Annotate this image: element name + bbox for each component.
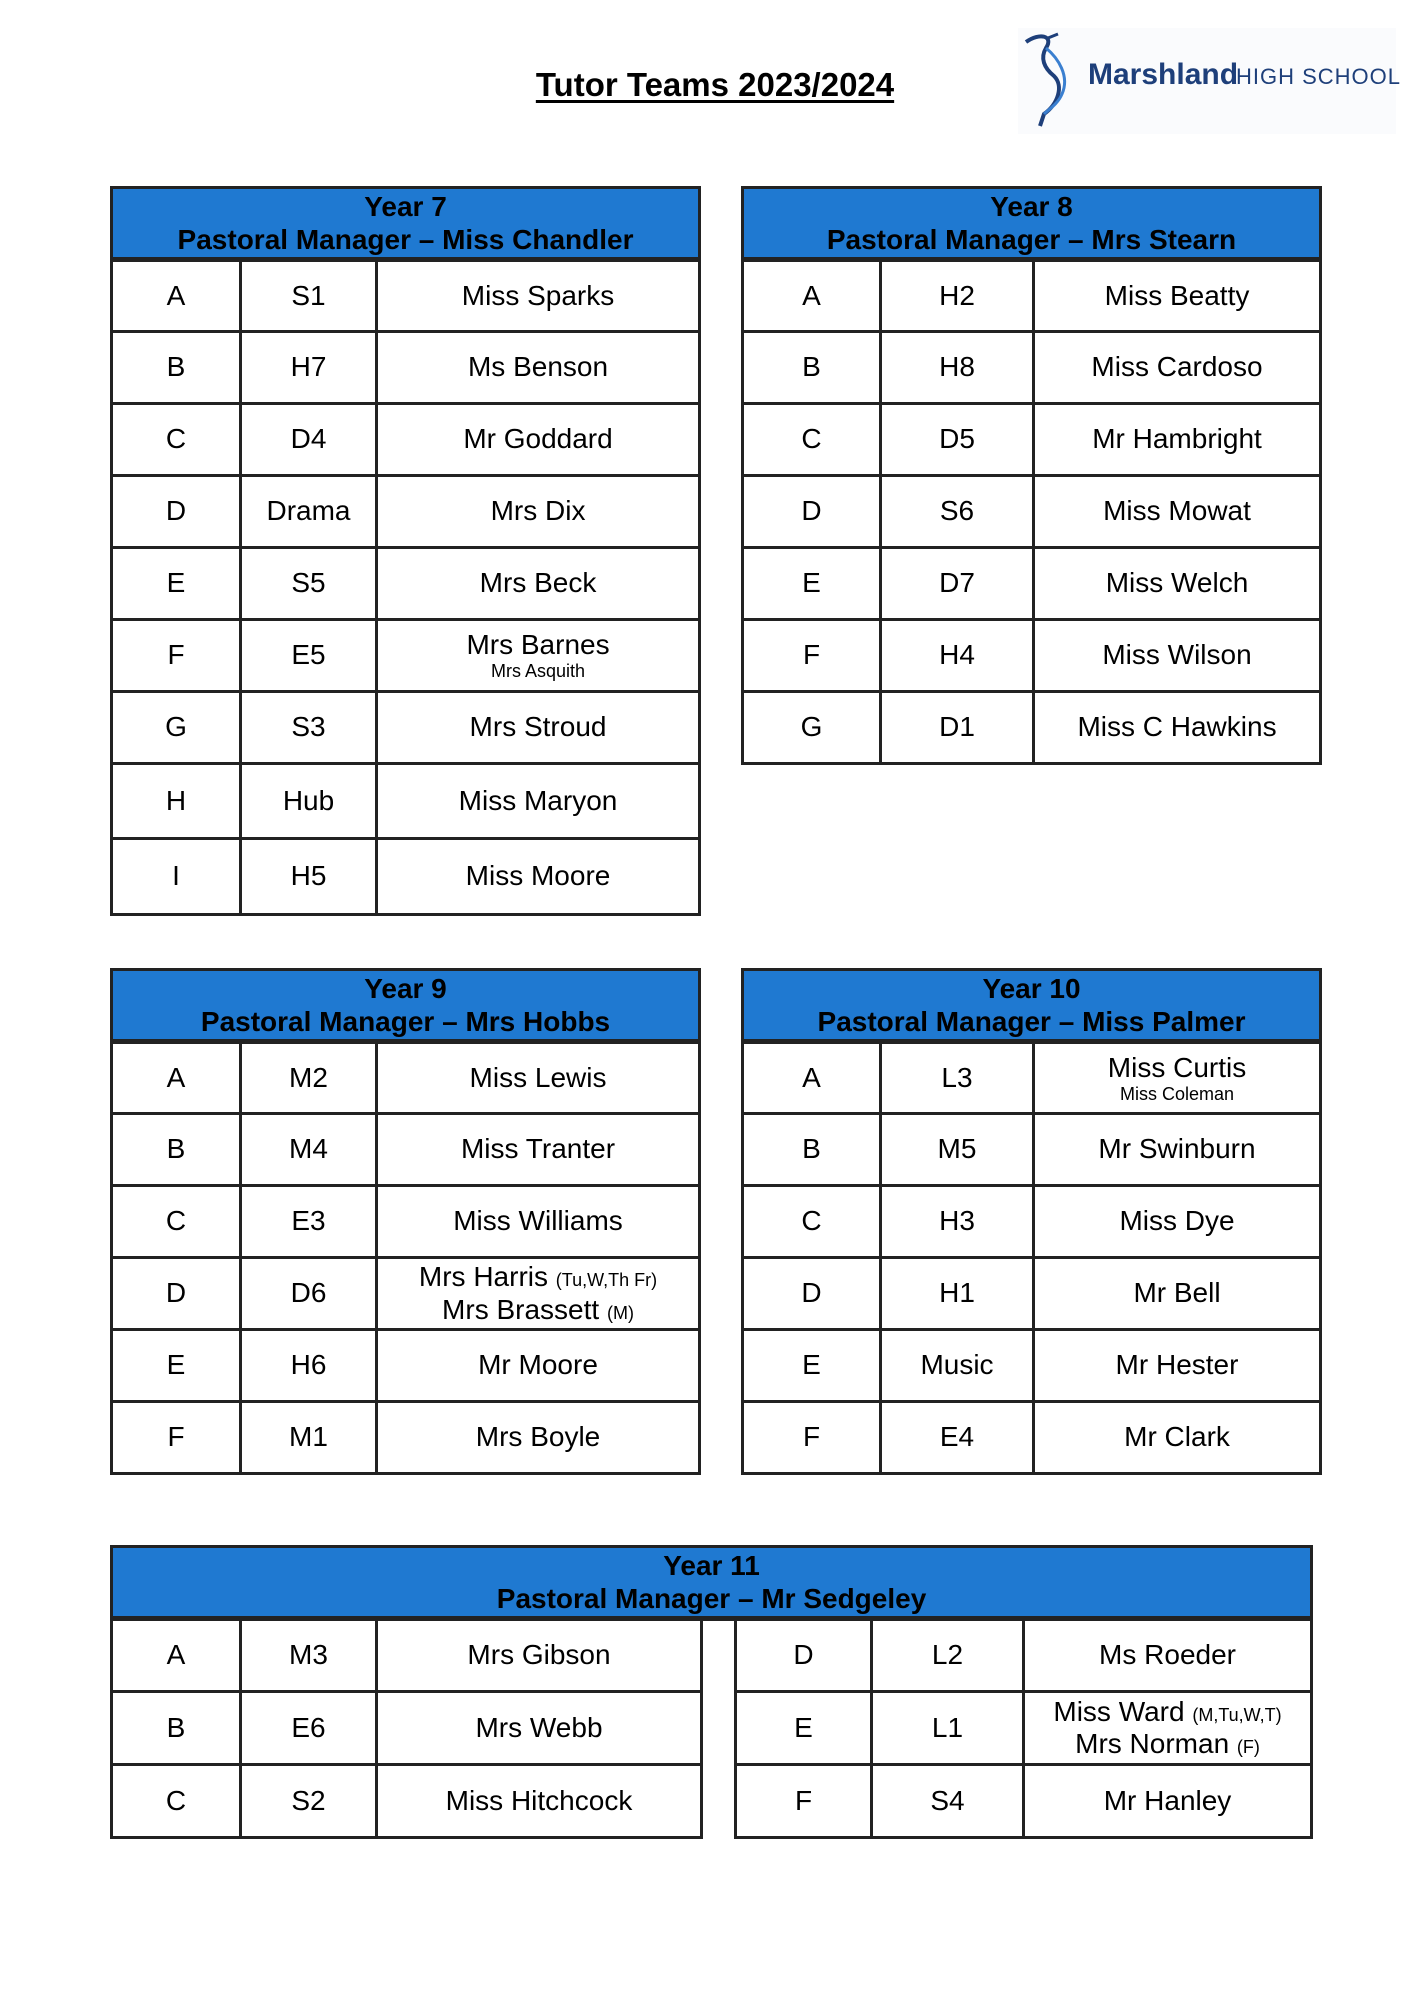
room-cell: D5 <box>881 404 1034 476</box>
year10-manager: Pastoral Manager – Miss Palmer <box>817 1006 1246 1037</box>
form-cell: C <box>112 1765 241 1838</box>
table-row <box>743 1042 1321 1114</box>
room-cell: S1 <box>241 260 377 332</box>
room-cell: L1 <box>872 1692 1024 1765</box>
logo-name: Marshland <box>1088 58 1239 91</box>
year8-title: Year 8 <box>990 191 1073 222</box>
year11-manager: Pastoral Manager – Mr Sedgeley <box>496 1583 927 1614</box>
table-row <box>743 332 1321 404</box>
room-cell: M4 <box>241 1114 377 1186</box>
table-row <box>112 476 700 548</box>
form-cell: H <box>112 764 241 839</box>
room-cell: L2 <box>872 1619 1024 1692</box>
form-cell: B <box>112 1692 241 1765</box>
room-cell: H1 <box>881 1258 1034 1330</box>
tutor-cell: Mr Goddard <box>377 404 700 476</box>
room-cell: Music <box>881 1330 1034 1402</box>
form-cell: F <box>112 1402 241 1474</box>
room-cell: H2 <box>881 260 1034 332</box>
year8-manager: Pastoral Manager – Mrs Stearn <box>826 224 1237 255</box>
table-row <box>112 692 700 764</box>
table-row <box>112 1765 1312 1838</box>
tutor-cell: Miss Mowat <box>1034 476 1321 548</box>
tutor-cell: Mrs Beck <box>377 548 700 620</box>
year9-manager: Pastoral Manager – Mrs Hobbs <box>200 1006 611 1037</box>
tutor-cell: Mr Hanley <box>1024 1765 1312 1838</box>
form-cell: D <box>736 1619 872 1692</box>
tutor-cell: Miss Beatty <box>1034 260 1321 332</box>
year9-header <box>112 970 700 1042</box>
tutor-cell: Miss C Hawkins <box>1034 692 1321 764</box>
year10-title: Year 10 <box>982 973 1081 1004</box>
year7-table <box>110 186 701 916</box>
room-cell: H4 <box>881 620 1034 692</box>
table-row <box>112 1619 1312 1692</box>
tutor-days-note: (M,Tu,W,T) <box>1192 1704 1282 1725</box>
form-cell: A <box>112 260 241 332</box>
room-cell: S6 <box>881 476 1034 548</box>
form-cell: D <box>112 1258 241 1330</box>
form-cell: E <box>112 1330 241 1402</box>
table-row <box>112 1042 700 1114</box>
form-cell: E <box>743 1330 881 1402</box>
tutor-cell: Mrs Boyle <box>377 1402 700 1474</box>
form-cell: E <box>112 548 241 620</box>
year10-table <box>741 968 1322 1475</box>
form-cell: E <box>743 548 881 620</box>
tutor-days-note: (F) <box>1236 1737 1260 1757</box>
form-cell: F <box>112 620 241 692</box>
form-cell: A <box>743 260 881 332</box>
room-cell: H8 <box>881 332 1034 404</box>
form-cell: C <box>743 1186 881 1258</box>
tutor-name: Mrs Norman <box>1075 1728 1230 1759</box>
room-cell: S2 <box>241 1765 377 1838</box>
table-row <box>112 764 700 839</box>
room-cell: D6 <box>241 1258 377 1330</box>
tutor-name: Miss Curtis <box>1107 1051 1247 1083</box>
tutor-cell: Mrs Gibson <box>377 1619 702 1692</box>
room-cell: M1 <box>241 1402 377 1474</box>
table-row <box>743 1402 1321 1474</box>
year7-header <box>112 188 700 260</box>
tutor-line <box>378 1261 698 1293</box>
room-cell: D4 <box>241 404 377 476</box>
year9-title: Year 9 <box>364 973 447 1004</box>
year11-title: Year 11 <box>663 1550 760 1581</box>
tutor-cell <box>1034 1042 1321 1114</box>
tutor-days-note: (M) <box>606 1302 634 1323</box>
year10-header <box>743 970 1321 1042</box>
tutor-line <box>378 1294 698 1326</box>
year11-table <box>110 1545 1313 1839</box>
table-row <box>743 1186 1321 1258</box>
tutor-cell: Mr Hester <box>1034 1330 1321 1402</box>
table-row <box>743 476 1321 548</box>
table-row <box>743 692 1321 764</box>
tutor-cell: Ms Roeder <box>1024 1619 1312 1692</box>
room-cell: M3 <box>241 1619 377 1692</box>
room-cell: Drama <box>241 476 377 548</box>
form-cell: F <box>736 1765 872 1838</box>
form-cell: G <box>743 692 881 764</box>
tutor-days-note: (Tu,W,Th Fr) <box>555 1270 658 1291</box>
tutor-name: Mrs Brassett <box>442 1293 600 1325</box>
year7-manager: Pastoral Manager – Miss Chandler <box>177 224 634 255</box>
form-cell: D <box>743 1258 881 1330</box>
tutor-cell: Miss Welch <box>1034 548 1321 620</box>
table-row <box>112 1258 700 1330</box>
tutor-cell: Miss Moore <box>377 839 700 915</box>
form-cell: A <box>112 1619 241 1692</box>
tutor-line <box>1025 1696 1310 1728</box>
room-cell: E5 <box>241 620 377 692</box>
tutor-cell: Miss Hitchcock <box>377 1765 702 1838</box>
room-cell: H3 <box>881 1186 1034 1258</box>
room-cell: S4 <box>872 1765 1024 1838</box>
form-cell: D <box>112 476 241 548</box>
form-cell: I <box>112 839 241 915</box>
tutor-line <box>1025 1728 1310 1760</box>
tutor-cell: Mr Moore <box>377 1330 700 1402</box>
room-cell: S3 <box>241 692 377 764</box>
year8-table <box>741 186 1322 765</box>
form-cell: A <box>743 1042 881 1114</box>
form-cell: B <box>112 332 241 404</box>
tutor-cell: Mr Swinburn <box>1034 1114 1321 1186</box>
tutor-cell: Ms Benson <box>377 332 700 404</box>
form-cell: B <box>112 1114 241 1186</box>
co-tutor-name: Miss Coleman <box>1119 1083 1235 1104</box>
tutor-cell: Miss Maryon <box>377 764 700 839</box>
year9-table <box>110 968 701 1475</box>
table-row <box>743 1330 1321 1402</box>
tutor-cell: Miss Cardoso <box>1034 332 1321 404</box>
table-row <box>112 548 700 620</box>
tutor-cell: Miss Wilson <box>1034 620 1321 692</box>
tutor-name: Mrs Harris <box>418 1261 548 1293</box>
heron-logo-icon <box>1018 28 1098 134</box>
tutor-cell: Mr Hambright <box>1034 404 1321 476</box>
table-row <box>112 404 700 476</box>
tutor-cell: Miss Tranter <box>377 1114 700 1186</box>
table-row <box>743 1258 1321 1330</box>
form-cell: E <box>736 1692 872 1765</box>
tutor-cell: Mrs Stroud <box>377 692 700 764</box>
form-cell: F <box>743 620 881 692</box>
school-logo <box>1018 28 1402 134</box>
year8-header <box>743 188 1321 260</box>
form-cell: D <box>743 476 881 548</box>
form-cell: G <box>112 692 241 764</box>
tutor-cell: Miss Lewis <box>377 1042 700 1114</box>
form-cell: C <box>112 404 241 476</box>
year11-header <box>112 1547 1312 1619</box>
table-row <box>743 620 1321 692</box>
room-cell: E6 <box>241 1692 377 1765</box>
column-gap <box>702 1619 736 1692</box>
column-gap <box>702 1692 736 1765</box>
table-row <box>743 260 1321 332</box>
room-cell: D1 <box>881 692 1034 764</box>
tutor-cell: Mrs Dix <box>377 476 700 548</box>
table-row <box>743 404 1321 476</box>
tutor-cell: Miss Sparks <box>377 260 700 332</box>
room-cell: H6 <box>241 1330 377 1402</box>
form-cell: A <box>112 1042 241 1114</box>
tutor-cell: Mrs Webb <box>377 1692 702 1765</box>
room-cell: H7 <box>241 332 377 404</box>
table-row <box>112 1692 1312 1765</box>
tutor-cell: Mr Clark <box>1034 1402 1321 1474</box>
table-row <box>743 548 1321 620</box>
tutor-cell: Miss Williams <box>377 1186 700 1258</box>
logo-tagline: HIGH SCHOOL <box>1236 64 1402 89</box>
tutor-cell <box>377 1258 700 1330</box>
table-row <box>112 1114 700 1186</box>
room-cell: L3 <box>881 1042 1034 1114</box>
table-row <box>112 1186 700 1258</box>
table-row <box>112 1402 700 1474</box>
table-row <box>112 839 700 915</box>
room-cell: S5 <box>241 548 377 620</box>
form-cell: B <box>743 1114 881 1186</box>
form-cell: C <box>112 1186 241 1258</box>
tutor-cell: Miss Dye <box>1034 1186 1321 1258</box>
table-row <box>112 332 700 404</box>
tutor-name: Mrs Barnes <box>466 629 610 661</box>
table-row <box>112 620 700 692</box>
table-row <box>743 1114 1321 1186</box>
table-row <box>112 260 700 332</box>
tutor-cell: Mr Bell <box>1034 1258 1321 1330</box>
page-title: Tutor Teams 2023/2024 <box>535 66 895 103</box>
room-cell: E4 <box>881 1402 1034 1474</box>
form-cell: B <box>743 332 881 404</box>
year7-title: Year 7 <box>364 191 447 222</box>
tutor-cell <box>1024 1692 1312 1765</box>
form-cell: C <box>743 404 881 476</box>
tutor-name: Miss Ward <box>1053 1695 1185 1727</box>
column-gap <box>702 1765 736 1838</box>
tutor-cell <box>377 620 700 692</box>
form-cell: F <box>743 1402 881 1474</box>
room-cell: M2 <box>241 1042 377 1114</box>
room-cell: D7 <box>881 548 1034 620</box>
room-cell: E3 <box>241 1186 377 1258</box>
room-cell: M5 <box>881 1114 1034 1186</box>
room-cell: Hub <box>241 764 377 839</box>
room-cell: H5 <box>241 839 377 915</box>
table-row <box>112 1330 700 1402</box>
co-tutor-name: Mrs Asquith <box>490 661 586 682</box>
